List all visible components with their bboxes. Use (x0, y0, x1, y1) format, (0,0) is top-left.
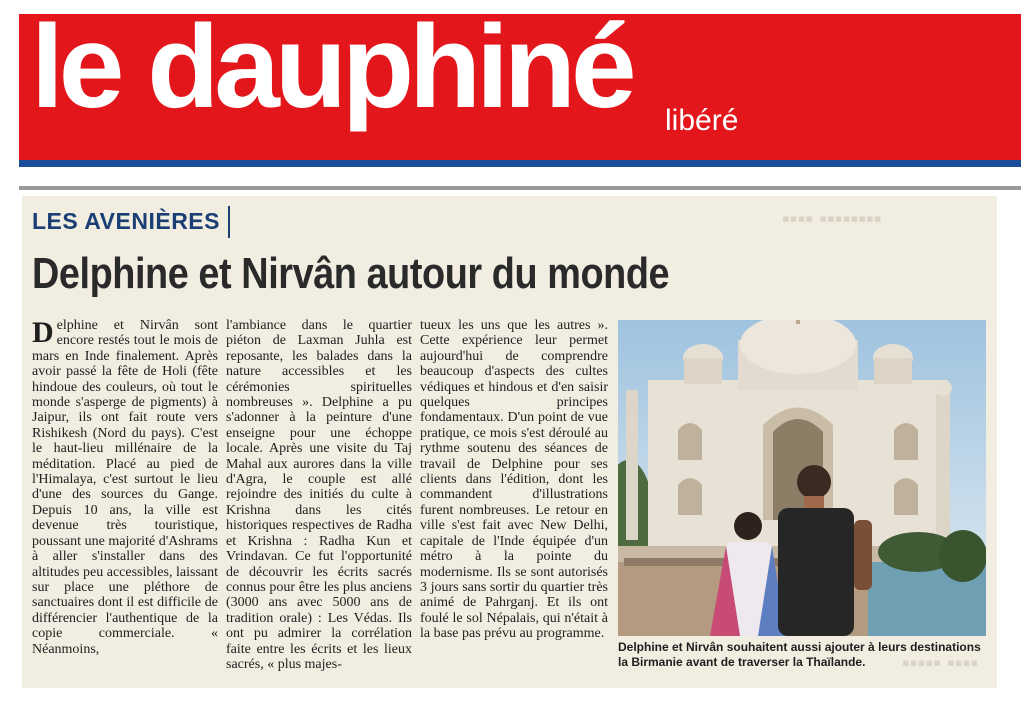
masthead-title: le dauphiné (31, 1, 632, 133)
section-label: LES AVENIÈRES (32, 208, 220, 234)
taj-mahal-photo (618, 320, 986, 636)
article-column-1 (32, 318, 218, 680)
show-through-text: ▪▪▪▪▪ ▪▪▪▪ (902, 650, 979, 675)
masthead (19, 1, 1021, 160)
photo-illustration (618, 320, 986, 636)
article-column-2: l'ambiance dans le quartier piéton de Laxman Juhla est reposante, les balades dans la nature accessibles et les cérémonies spirituelles nombreuses ». Delphine a pu s'adonner à la peinture d'une enseigne pour une échoppe locale. Après une visite du Taj Mahal aux aurores dans la ville d'Agra, le couple est allé rejoindre des initiés du culte à Krishna dans les cités historiques respectives de Radha et Krishna : Radha Kun et Vrindavan. Ce fut l'opportunité de découvrir les écrits sacrés connus pour être les plus anciens (3000 ans avec 5000 ans de tradition orale) : Les Védas. Ils ont pu admirer la corrélation faite entre les écrits et les lieux sacrés, « plus majes- (226, 318, 412, 672)
masthead-blue-rule (19, 160, 1021, 167)
drop-cap: D (32, 318, 54, 349)
section-divider (228, 206, 230, 238)
masthead-subtitle: libéré (665, 104, 739, 137)
article-headline: Delphine et Nirvân autour du monde (32, 249, 670, 298)
article-column-3: tueux les uns que les autres ». Cette expérience leur permet aujourd'hui de comprendre beaucoup d'aspects des cultes védiques et hindous et d'en saisir quelques principes fondamentaux. D'un point de vue pratique, ce mois s'est déroulé au rythme soutenu des séances de travail de Delphine pour ses clients dans l'édition, dont les commandent d'illustrations furent nombreuses. Le retour en ville s'est fait avec New Delhi, capitale de l'Inde équipée d'un métro à la pointe du modernisme. Ils se sont autorisés 3 jours sans sortir du quartier très animé de Pahrganj. Et ils ont foulé le sol Népalais, qui n'était à la base pas prévu au programme. (420, 318, 608, 642)
show-through-text: ▪▪▪▪ ▪▪▪▪▪▪▪▪ (782, 206, 882, 231)
newspaper-clipping (22, 196, 997, 688)
column-1-text: elphine et Nirvân sont encore restés tout le mois de mars en Inde finalement. Après avoir passé la fête de Holi (fête hindoue des couleurs, où tout le monde s'asperge de pigments) à Jaipur, ils ont fait route vers Rishikesh (Nord du pays). C'est le haut-lieu millénaire de la méditation. Placé au pied de l'Himalaya, c'est surtout le lieu d'une des sources du Gange. Depuis 10 ans, la ville est devenue très touristique, poussant une majorité d'Ashrams à aller s'installer dans des altitudes peu accessibles, laissant sur place une pléthore de sanctuaires dont il est difficile de différencier l'authentique de la copie commerciale. « Néanmoins, (32, 318, 218, 657)
photo-caption: Delphine et Nirvân souhaitent aussi ajouter à leurs destinations la Birmanie avant de traverser la Thaïlande. (618, 640, 981, 669)
masthead-grey-rule (19, 186, 1021, 190)
